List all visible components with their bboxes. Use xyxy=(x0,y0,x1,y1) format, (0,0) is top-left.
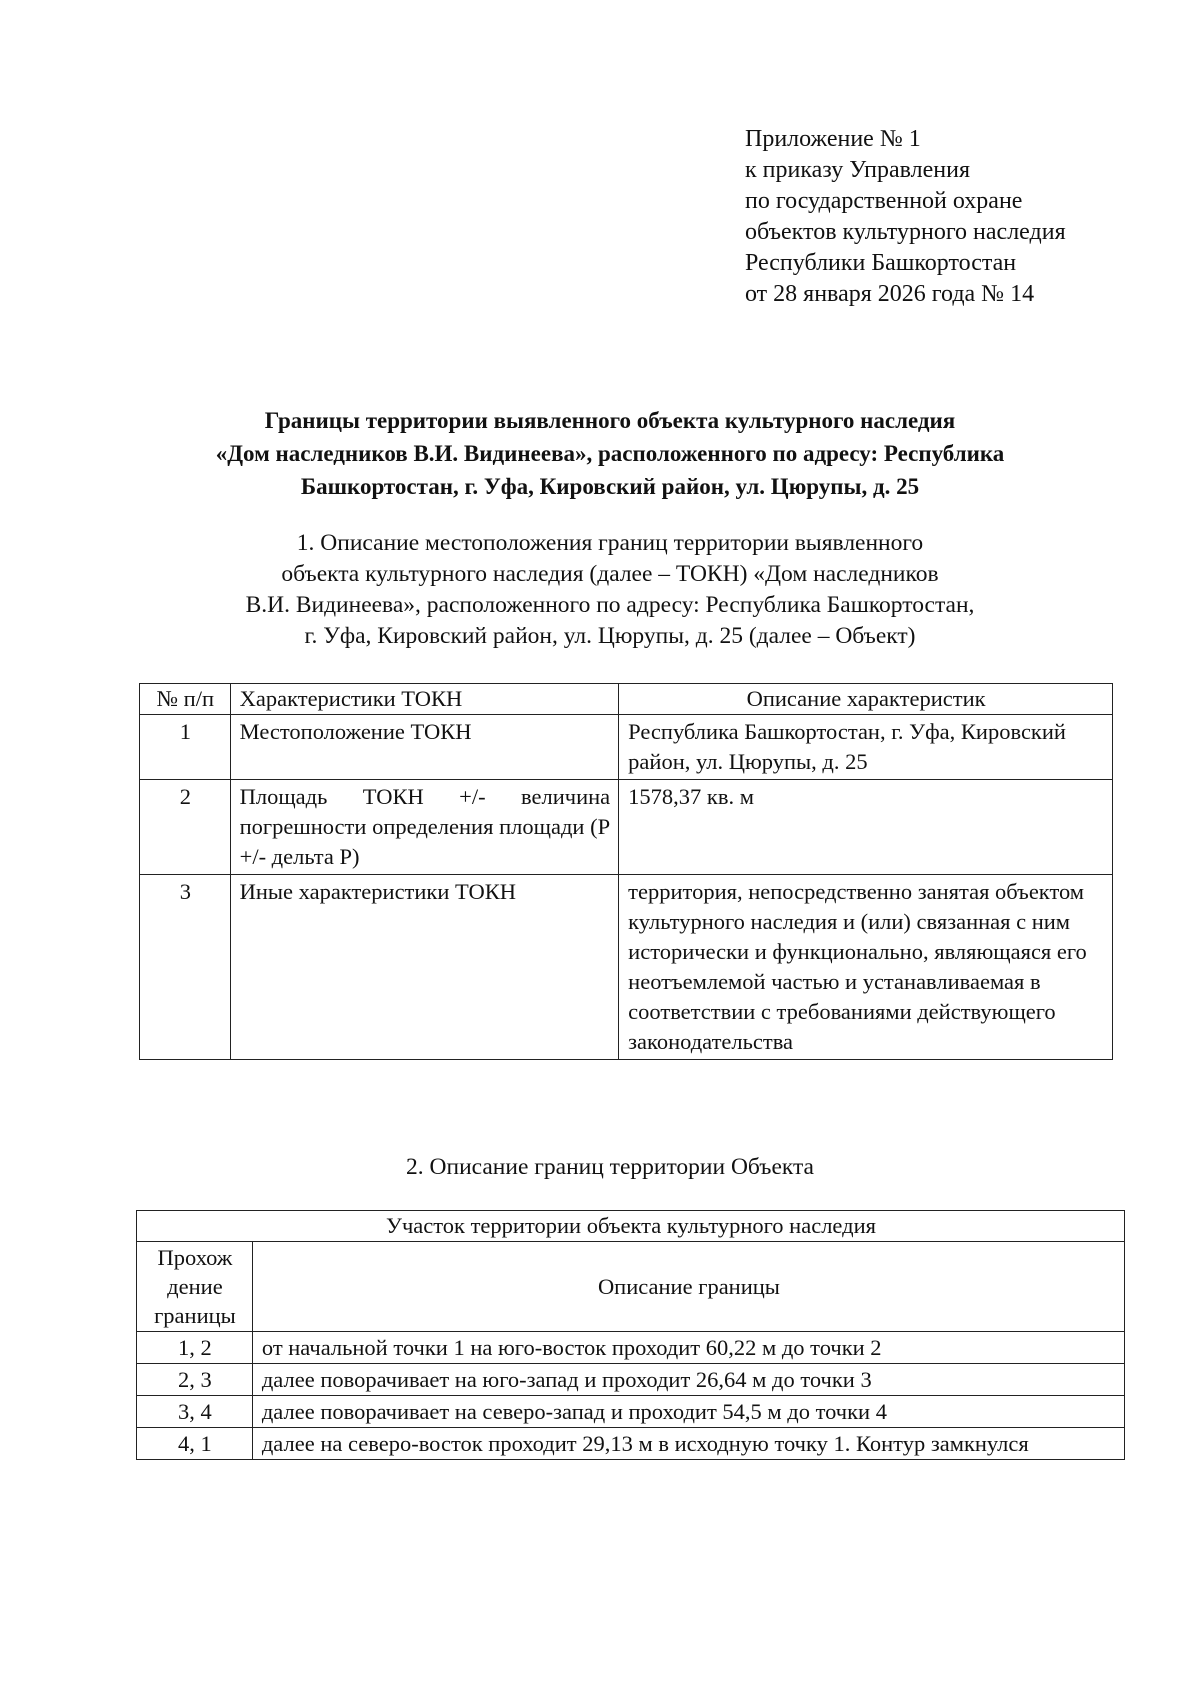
header-characteristic: Характеристики ТОКН xyxy=(230,684,619,715)
table-header-row xyxy=(137,1242,1125,1332)
document-title xyxy=(140,404,1080,503)
header-points xyxy=(137,1242,253,1332)
table-row xyxy=(140,780,1113,875)
row-boundary-description: далее поворачивает на юго-запад и проходит 26,64 м до точки 3 xyxy=(252,1364,1124,1396)
appendix-line: от 28 января 2026 года № 14 xyxy=(745,281,1035,307)
row-characteristic: Местоположение ТОКН xyxy=(230,715,619,780)
row-num: 1 xyxy=(140,715,231,780)
table-header-row xyxy=(140,684,1113,715)
header-num: № п/п xyxy=(140,684,231,715)
table-row xyxy=(137,1332,1125,1364)
table-row xyxy=(140,715,1113,780)
table-row xyxy=(140,875,1113,1060)
header-points-line: дение xyxy=(167,1274,223,1299)
section1-heading xyxy=(140,528,1080,652)
section1-line: 1. Описание местоположения границ территории выявленного xyxy=(296,530,924,556)
table-row xyxy=(137,1364,1125,1396)
title-line: Башкортостан, г. Уфа, Кировский район, ул. Цюрупы, д. 25 xyxy=(300,474,920,499)
appendix-line: Республики Башкортостан xyxy=(745,250,1017,276)
appendix-block xyxy=(745,124,1066,310)
appendix-line: Приложение № 1 xyxy=(745,126,921,152)
row-description: Республика Башкортостан, г. Уфа, Кировский район, ул. Цюрупы, д. 25 xyxy=(619,715,1113,780)
section1-line: объекта культурного наследия (далее – ТОКН) «Дом наследников xyxy=(281,561,939,587)
appendix-line: к приказу Управления xyxy=(745,157,971,183)
appendix-line: по государственной охране xyxy=(745,188,1023,214)
table-row xyxy=(137,1396,1125,1428)
row-boundary-description: от начальной точки 1 на юго-восток проходит 60,22 м до точки 2 xyxy=(252,1332,1124,1364)
characteristics-table xyxy=(139,683,1113,1060)
row-boundary-description: далее на северо-восток проходит 29,13 м в исходную точку 1. Контур замкнулся xyxy=(252,1428,1124,1460)
section1-line: В.И. Видинеева», расположенного по адресу: Республика Башкортостан, xyxy=(245,592,975,618)
header-boundary-description: Описание границы xyxy=(252,1242,1124,1332)
appendix-line: объектов культурного наследия xyxy=(745,219,1066,245)
header-points-line: Прохож xyxy=(157,1245,233,1270)
row-characteristic: Площадь ТОКН +/- величина погрешности определения площади (Р +/- дельта Р) xyxy=(230,780,619,875)
boundaries-table xyxy=(136,1210,1125,1460)
row-num: 2 xyxy=(140,780,231,875)
row-points: 1, 2 xyxy=(137,1332,253,1364)
row-points: 2, 3 xyxy=(137,1364,253,1396)
title-line: «Дом наследников В.И. Видинеева», расположенного по адресу: Республика xyxy=(215,441,1005,466)
row-points: 3, 4 xyxy=(137,1396,253,1428)
table-caption-row xyxy=(137,1211,1125,1242)
row-boundary-description: далее поворачивает на северо-запад и проходит 54,5 м до точки 4 xyxy=(252,1396,1124,1428)
title-line: Границы территории выявленного объекта культурного наследия xyxy=(264,408,956,433)
header-points-line: границы xyxy=(154,1303,236,1328)
row-description: 1578,37 кв. м xyxy=(619,780,1113,875)
section2-heading: 2. Описание границ территории Объекта xyxy=(406,1154,814,1180)
header-description: Описание характеристик xyxy=(619,684,1113,715)
row-characteristic: Иные характеристики ТОКН xyxy=(230,875,619,1060)
row-num: 3 xyxy=(140,875,231,1060)
row-points: 4, 1 xyxy=(137,1428,253,1460)
table-caption: Участок территории объекта культурного наследия xyxy=(137,1211,1125,1242)
row-description: территория, непосредственно занятая объектом культурного наследия и (или) связанная с ним исторически и функционально, являющаяся его неотъемлемой частью и устанавливаемая в соответствии с требованиями действующего законодательства xyxy=(619,875,1113,1060)
section1-line: г. Уфа, Кировский район, ул. Цюрупы, д. 25 (далее – Объект) xyxy=(304,623,916,649)
table-row xyxy=(137,1428,1125,1460)
